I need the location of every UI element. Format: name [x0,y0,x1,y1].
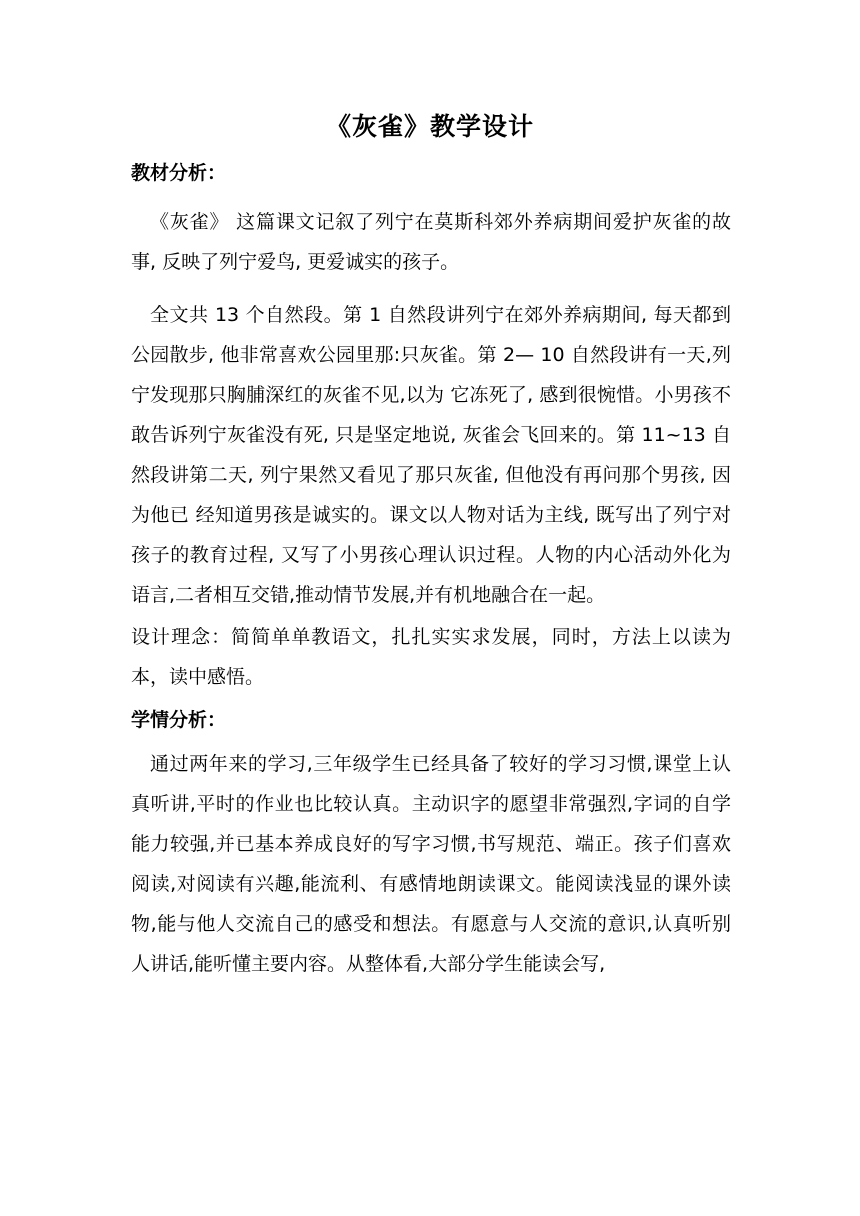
document-title: 《灰雀》教学设计 [325,112,534,141]
design-concept-paragraph: 设计理念：简简单单教语文，扎扎实实求发展，同时，方法上以读为本，读中感悟。 [131,626,731,688]
section-heading: 教材分析： [131,162,227,184]
section-textbook-analysis [131,153,731,697]
section-student-analysis [131,700,731,984]
paragraph: 全文共 13 个自然段。第 1 自然段讲列宁在郊外养病期间, 每天都到公园散步, 他非常喜欢公园里那:只灰雀。第 2— 10 自然段讲有一天,列宁发现那只胸脯深红的灰雀不见,以为 它冻死了, 感到很惋惜。小男孩不敢告诉列宁灰雀没有死, 只是坚定地说, 灰雀会飞回来的。第 11~13 自然段讲第二天, 列宁果然又看见了那只灰雀, 但他没有再问那个男孩, 因为他已 经知道男孩是诚实的。课文以人物对话为主线, 既写出了列宁对孩子的教育过程, 又写了小男孩心理认识过程。人物的内心活动外化为语言,二者相互交错,推动情节发展,并有机地融合在一起。 [131,304,731,606]
paragraph: 通过两年来的学习,三年级学生已经具备了较好的学习习惯,课堂上认真听讲,平时的作业也比较认真。主动识字的愿望非常强烈,字词的自学能力较强,并已基本养成良好的写字习惯,书写规范、端正。孩子们喜欢阅读,对阅读有兴趣,能流利、有感情地朗读课文。能阅读浅显的课外读物,能与他人交流自己的感受和想法。有愿意与人交流的意识,认真听别人讲话,能听懂主要内容。从整体看,大部分学生能读会写, [131,753,731,975]
paragraph: 《灰雀》 这篇课文记叙了列宁在莫斯科郊外养病期间爱护灰雀的故事, 反映了列宁爱鸟, 更爱诚实的孩子。 [131,211,731,273]
document-body [131,153,731,984]
section-heading: 学情分析： [131,709,227,731]
